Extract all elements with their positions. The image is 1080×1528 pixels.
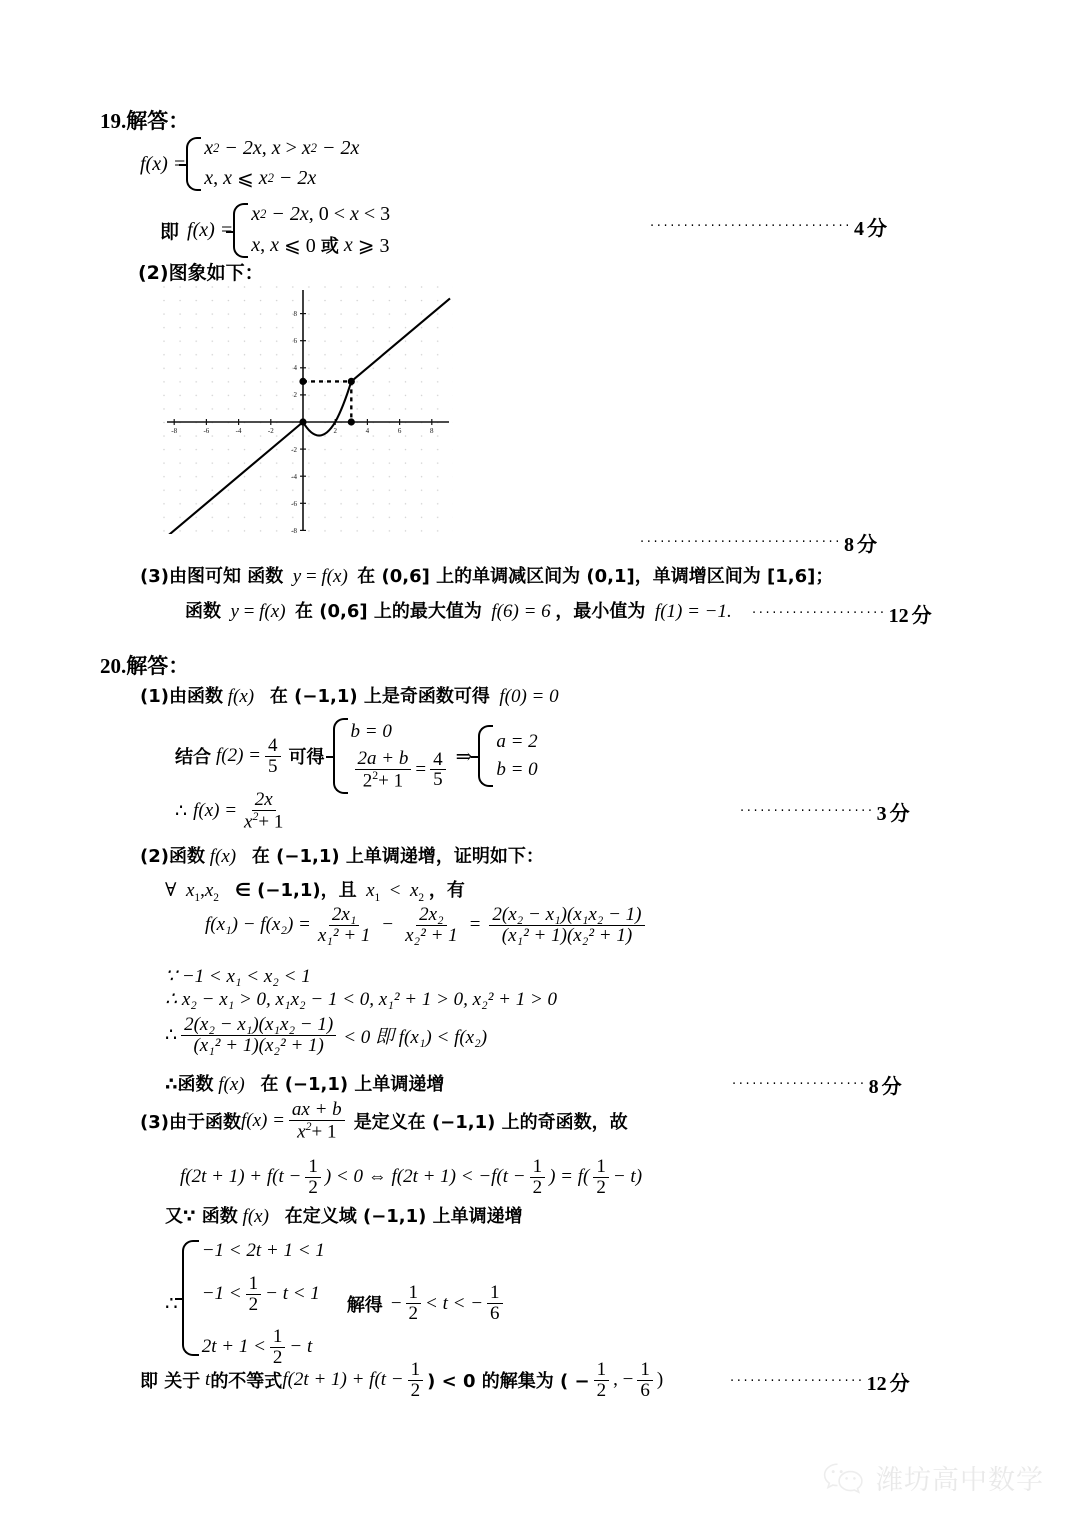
svg-text:-4: -4 (291, 473, 297, 481)
problem-20-part-2-line-7: ∴函数 f(x) 在 (−1,1) 上单调递增 (165, 1074, 445, 1095)
svg-text:-8: -8 (171, 427, 178, 435)
fraction-half-final: $\frac{1}{2}$ (408, 1360, 424, 1401)
svg-text:-6: -6 (203, 427, 210, 435)
system-brace (333, 718, 348, 794)
implies-arrow: ⇒ (455, 745, 473, 768)
leader-dots: ···················· (732, 1077, 867, 1092)
fraction-2x1: $\frac{\text{2x₁}}{\text{x₁² + 1}}$ (317, 904, 371, 946)
problem-19-part-2-label: (2)图象如下： (138, 262, 264, 284)
svg-text:-4: -4 (235, 427, 242, 435)
p20-p3-system (182, 1240, 325, 1368)
score-leader-8-p20 (732, 1070, 902, 1099)
svg-text:-2: -2 (291, 446, 297, 454)
svg-text:-8: -8 (291, 527, 297, 534)
problem-20-part-2-line-6: ∴ $\frac{\text{2(x₂ − x₁)(x₁x₂ − 1)}}{\text{(x₁² + 1)(x₂² + 1)}}$ < 0 即 f(x₁) < f(x₂) (165, 1014, 488, 1056)
svg-text:2: 2 (293, 391, 297, 399)
p19-p1b-case-b: x , x ⩽ 0 或 x ⩾ 3 (251, 233, 390, 257)
fraction-one-half-a: $\frac{1}{2}$ (305, 1157, 321, 1198)
fraction-2a-b: $\frac{2a + b}{2^2+ 1}$ (355, 749, 412, 791)
fraction-2x-over-x2p1: $\frac{2x}{x^2+ 1}$ (244, 789, 284, 833)
problem-20-part-2-line-4: ∵ −1 < x₁ < x₂ < 1 (165, 966, 311, 987)
problem-20-part-1-line-2: 结合 f(2) = $\frac{4}{5}$ 可得 b = 0 $\frac{2a + b}{2^2+ 1}$ = $\frac{4}{5}$ ⇒ a = 2 b = 0 (175, 718, 538, 794)
problem-20-part-3-line-3: 又∵ 函数 f(x) 在定义域 (−1,1) 上单调递增 (165, 1206, 523, 1227)
p19-p1b-prefix: 即 (160, 221, 180, 243)
p20-p3-row-2: −1 < $\frac{1}{2}$ − t < 1 (201, 1273, 320, 1315)
score-value: 4 分 (853, 216, 887, 240)
p20-sys1-row-1: b = 0 (350, 720, 392, 742)
fraction-one-half-b: $\frac{1}{2}$ (530, 1157, 546, 1198)
leader-dots: ···················· (752, 606, 887, 621)
leader-dots: ···················· (740, 804, 875, 819)
p19-p1b-system (233, 203, 390, 258)
problem-20-part-3-final: 即 关于 t 的不等式 f(2t + 1) + f(t − $\frac{1}{2}$ ) < 0 的解集为 ( − $\frac{1}{2}$ , − $\frac{1}{6}$ ) (140, 1359, 664, 1401)
p20-system-1 (333, 718, 450, 794)
graph-dot-grid (163, 286, 453, 534)
p20-sys1-row-2: $\frac{2a + b}{2^2+ 1}$ = $\frac{4}{5}$ (351, 749, 450, 791)
problem-19-part-1b (160, 203, 390, 258)
problem-20-part-2-line-5: ∴ x₂ − x₁ > 0, x₁x₂ − 1 < 0, x₁² + 1 > 0, x₂² + 1 > 0 (165, 989, 558, 1010)
svg-text:8: 8 (293, 310, 297, 318)
score-leader-4 (650, 212, 887, 241)
score-value: 3 分 (876, 801, 910, 825)
p20-sys2-row-1: a = 2 (496, 731, 538, 752)
watermark (822, 1458, 1044, 1497)
function-graph-figure (163, 286, 453, 534)
fraction-4-5b: $\frac{4}{5}$ (430, 750, 446, 791)
p19-p1b-case-a: x 2 − 2x , 0 < x < 3 (251, 203, 391, 225)
fraction-solution-upper: $\frac{1}{6}$ (487, 1283, 503, 1324)
x-axis-dot-at-3 (348, 418, 355, 425)
p19-p1b-lhs: f(x) = (187, 219, 234, 241)
score-leader-8-p19 (640, 528, 877, 557)
leader-dots: ···················· (730, 1374, 865, 1389)
problem-20-part-1-line-3: ∴ f(x) = $\frac{2x}{x^2+ 1}$ (175, 790, 290, 832)
problem-20-part-2-line-1: (2)函数 f(x) 在 (−1,1) 上单调递增，证明如下： (140, 846, 544, 867)
score-value: 12 分 (866, 1371, 910, 1395)
fraction-final-g2: $\frac{1}{6}$ (637, 1360, 653, 1401)
p19-p1-case-b: x , x ⩽ x 2 − 2x (204, 167, 317, 190)
fraction-half-r2: $\frac{1}{2}$ (246, 1274, 262, 1315)
watermark-text: 潍坊高中数学 (876, 1465, 1044, 1496)
fraction-solution-lower: $\frac{1}{2}$ (406, 1283, 422, 1324)
fraction-proof: $\frac{\text{2(x₂ − x₁)(x₁x₂ − 1)}}{\text{(x₁² + 1)(x₂² + 1)}}$ (181, 1015, 336, 1056)
svg-text:2: 2 (333, 427, 337, 435)
svg-text:4: 4 (293, 364, 297, 372)
fraction-2x2: $\frac{\text{2x₂}}{\text{x₂² + 1}}$ (405, 904, 458, 946)
score-value: 8 分 (868, 1074, 902, 1098)
score-leader-12-p20 (730, 1367, 910, 1396)
svg-text:-6: -6 (291, 500, 297, 508)
y-intercept-dot-at-3 (299, 378, 306, 385)
fraction-4-5: $\frac{4}{5}$ (265, 736, 281, 777)
p20-system-2 (478, 725, 537, 787)
fraction-one-half-c: $\frac{1}{2}$ (593, 1157, 609, 1198)
fraction-combined: $\frac{\text{2(x₂ − x₁)(x₁x₂ − 1)}}{\text{(x₁² + 1)(x₂² + 1)}}$ (489, 905, 644, 946)
system-brace (233, 203, 248, 258)
fraction-half-r3: $\frac{1}{2}$ (270, 1327, 286, 1368)
problem-19-heading: 19.解答： (100, 109, 190, 133)
svg-text:8: 8 (430, 427, 434, 435)
p20-sys2-row-2: b = 0 (496, 759, 538, 780)
score-value: 8 分 (843, 532, 877, 556)
wechat-icon (822, 1461, 866, 1495)
svg-text:6: 6 (293, 337, 297, 345)
p19-p1-case-a: x 2 − 2x , x > x 2 − 2x (204, 137, 360, 159)
problem-20-part-1-line-1: (1)由函数 f(x) 在 (−1,1) 上是奇函数可得 f(0) = 0 (140, 686, 559, 707)
problem-19-part-3-line-1: (3)由图可知 函数 y = f(x) 在 (0,6] 上的单调减区间为 (0,1]，单调增区间为 [1,6]； (140, 566, 834, 587)
p19-p1-lhs: f(x) = (140, 152, 187, 175)
p20-p3-row-3: 2t + 1 < $\frac{1}{2}$ − t (201, 1325, 313, 1368)
problem-20-part-2-equation: f(x₁) − f(x₂) = $\frac{\text{2x₁}}{\text{x₁² + 1}}$ − $\frac{\text{2x₂}}{\text{x₂² + 1}}$ = $\frac{\text{2(x₂ − x₁)(x₁x₂ − 1)}}{\text{(x₁² + 1)(x₂² + 1)}}$ (205, 905, 649, 946)
system-brace (182, 1240, 199, 1356)
fraction-final-g1: $\frac{1}{2}$ (594, 1360, 610, 1401)
svg-text:4: 4 (365, 427, 370, 435)
svg-text:6: 6 (397, 427, 402, 435)
leader-dots: ······························ (640, 535, 842, 550)
problem-20-part-3-line-2: f(2t + 1) + f(t − $\frac{1}{2}$ ) < 0 ⇔ f(2t + 1) < −f(t − $\frac{1}{2}$ ) = f( $\frac{1}{2}$ − t) (180, 1156, 643, 1198)
problem-20-part-3-system: ∴ −1 < 2t + 1 < 1 −1 < $\frac{1}{2}$ − t < 1 2t + 1 < $\frac{1}{2}$ − t 解得 − $\frac{1}{2}$ < t < − $\frac{1}{6}$ (165, 1240, 507, 1368)
problem-20-part-2-line-2: ∀ $x_1,x_2$ ∈ (−1,1)，且 $x_1 < x_2$ ，有 (165, 880, 465, 904)
problem-19-part-1 (140, 137, 359, 191)
graph-svg (163, 286, 453, 534)
svg-text:-2: -2 (267, 427, 274, 435)
fraction-axb-over-x2p1: $\frac{ax + b}{x^2+ 1}$ (289, 1100, 345, 1142)
system-brace (186, 137, 201, 191)
p19-p1-system (186, 137, 359, 191)
leader-dots: ······························ (650, 219, 852, 234)
score-value: 12 分 (888, 603, 932, 627)
p20-p3-row-1: −1 < 2t + 1 < 1 (201, 1240, 325, 1261)
problem-20-heading: 20.解答： (100, 654, 190, 678)
jump-point-dot (348, 378, 355, 385)
score-leader-3-p20 (740, 797, 910, 826)
problem-20-part-3-line-1: (3)由于函数 f(x) = $\frac{ax + b}{x^2+ 1}$ 是定义在 (−1,1) 上的奇函数，故 (140, 1099, 628, 1143)
score-leader-12-p19 (752, 599, 932, 628)
system-brace (478, 725, 493, 787)
problem-19-part-3-line-2: 函数 y = f(x) 在 (0,6] 上的最大值为 f(6) = 6 ，最小值为 f(1) = −1. (185, 601, 732, 622)
origin-filled-dot (299, 418, 306, 425)
